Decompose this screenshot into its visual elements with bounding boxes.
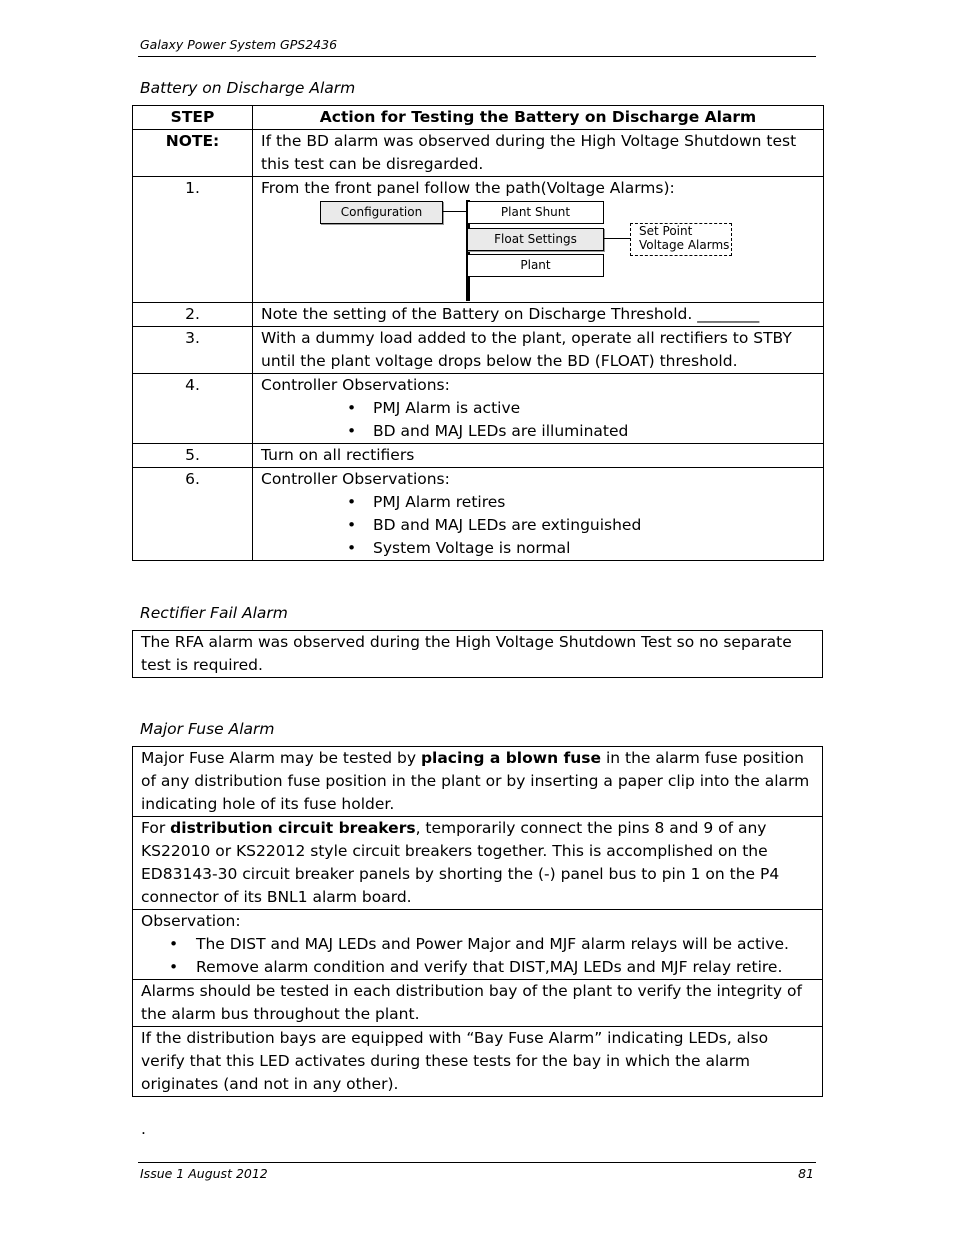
table-row (133, 747, 823, 817)
list-item: • System Voltage is normal (261, 537, 815, 560)
trailing-dot: . (141, 1120, 146, 1138)
list-item: • BD and MAJ LEDs are extinguished (261, 514, 815, 537)
float-settings-box: Float Settings (467, 228, 604, 251)
bullet-list (261, 397, 815, 443)
step-number: 6. (133, 468, 253, 561)
set-point-label: Set Point (639, 224, 693, 238)
plant-box: Plant (467, 254, 604, 277)
mfa-observation-row (133, 910, 823, 980)
table-row (133, 980, 823, 1027)
text-run: For (141, 819, 171, 837)
table-row (133, 303, 824, 327)
step-6-cell (253, 468, 824, 561)
list-item: • BD and MAJ LEDs are illuminated (261, 420, 815, 443)
bod-table (132, 105, 824, 561)
step-text: Controller Observations: (261, 376, 450, 394)
mfa-row-5: If the distribution bays are equipped with “Bay Fuse Alarm” indicating LEDs, also verify that this LED activates during these tests for the bay in which the alarm originates (and not in any other). (133, 1027, 823, 1097)
bold-run: distribution circuit breakers (170, 819, 416, 837)
rfa-table (132, 630, 823, 678)
header-rule (138, 56, 816, 57)
step-text: From the front panel follow the path(Voltage Alarms): (261, 179, 675, 197)
step-text: With a dummy load added to the plant, operate all rectifiers to STBY until the plant voltage drops below the BD (FLOAT) threshold. (253, 327, 824, 374)
mfa-table (132, 746, 823, 1097)
table-header-row (133, 106, 824, 130)
step-number: 5. (133, 444, 253, 468)
step-number: 2. (133, 303, 253, 327)
mfa-row-4: Alarms should be tested in each distribution bay of the plant to verify the integrity of the alarm bus throughout the plant. (133, 980, 823, 1027)
col-header-action: Action for Testing the Battery on Discharge Alarm (253, 106, 824, 130)
configuration-box: Configuration (320, 201, 443, 224)
list-item: • PMJ Alarm is active (261, 397, 815, 420)
table-row (133, 468, 824, 561)
note-text: If the BD alarm was observed during the High Voltage Shutdown test this test can be disregarded. (253, 130, 824, 177)
bullet-list (261, 491, 815, 560)
rfa-section-title: Rectifier Fail Alarm (140, 604, 288, 622)
footer-issue: Issue 1 August 2012 (140, 1166, 268, 1181)
running-header: Galaxy Power System GPS2436 (140, 37, 338, 52)
voltage-alarms-label: Voltage Alarms (639, 238, 730, 252)
bold-run: placing a blown fuse (420, 749, 602, 767)
rfa-text: The RFA alarm was observed during the High Voltage Shutdown Test so no separate test is required. (133, 631, 823, 678)
step-text: Turn on all rectifiers (253, 444, 824, 468)
step-text: Controller Observations: (261, 470, 450, 488)
step-1-cell (253, 177, 824, 303)
observation-label: Observation: (141, 912, 241, 930)
mfa-row-2 (133, 817, 823, 910)
page-number: 81 (798, 1166, 814, 1181)
step-number: 3. (133, 327, 253, 374)
table-row (133, 444, 824, 468)
table-row (133, 327, 824, 374)
connector-line (604, 238, 630, 239)
plant-shunt-box: Plant Shunt (467, 201, 604, 224)
list-item: • The DIST and MAJ LEDs and Power Major and MJF alarm relays will be active. (141, 933, 814, 956)
col-header-step: STEP (133, 106, 253, 130)
table-row (133, 910, 823, 980)
footer-rule (138, 1162, 816, 1163)
note-row (133, 130, 824, 177)
mfa-section-title: Major Fuse Alarm (140, 720, 275, 738)
mfa-row-1 (133, 747, 823, 817)
note-label: NOTE: (133, 130, 253, 177)
connector-line (443, 211, 467, 212)
table-row (133, 817, 823, 910)
text-run: Major Fuse Alarm may be tested by (141, 749, 421, 767)
text-run: in the alarm fuse position of any distribution fuse position in the plant or by inserting a paper clip into the alarm indicating hole of its fuse holder. (141, 749, 810, 813)
bullet-list (141, 933, 814, 979)
step-text: Note the setting of the Battery on Discharge Threshold. ________ (253, 303, 824, 327)
table-row (133, 1027, 823, 1097)
table-row (133, 631, 823, 678)
text-run: , temporarily connect the pins 8 and 9 of any KS22010 or KS22012 style circuit breakers together. This is accomplished on the ED83143-30 circuit breaker panels by shorting the (-) panel bus to pin 1 on the P4 connector of its BNL1 alarm board. (141, 819, 780, 906)
step-number: 4. (133, 374, 253, 444)
table-row (133, 177, 824, 303)
set-point-box (630, 223, 732, 256)
table-row (133, 374, 824, 444)
step-4-cell (253, 374, 824, 444)
menu-path-diagram (261, 200, 815, 302)
step-number: 1. (133, 177, 253, 303)
list-item: • Remove alarm condition and verify that DIST,MAJ LEDs and MJF relay retire. (141, 956, 814, 979)
list-item: • PMJ Alarm retires (261, 491, 815, 514)
bod-section-title: Battery on Discharge Alarm (140, 79, 356, 97)
